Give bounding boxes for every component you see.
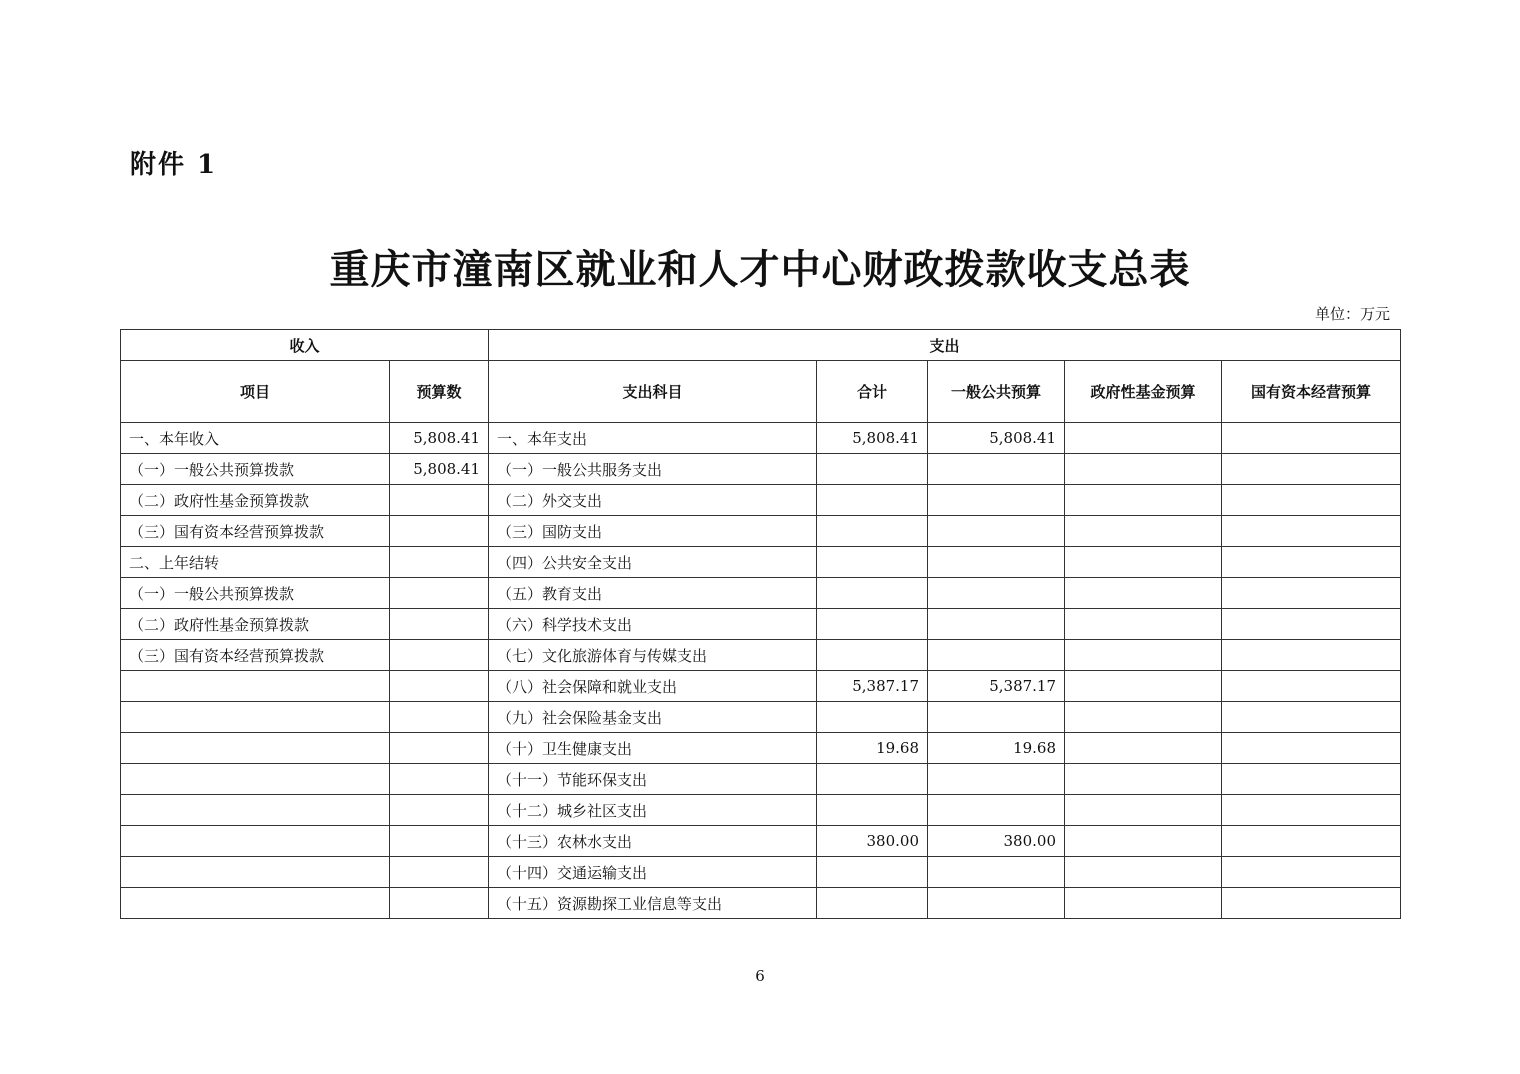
total-amount: 5,808.41 [817, 423, 928, 454]
general-amount [928, 516, 1065, 547]
state-amount [1222, 609, 1401, 640]
col-header-item: 项目 [121, 361, 390, 423]
state-amount [1222, 795, 1401, 826]
state-amount [1222, 857, 1401, 888]
exp-item: （四）公共安全支出 [489, 547, 817, 578]
exp-item: （十四）交通运输支出 [489, 857, 817, 888]
state-amount [1222, 423, 1401, 454]
general-amount: 380.00 [928, 826, 1065, 857]
table-row [121, 640, 1401, 671]
state-amount [1222, 826, 1401, 857]
unit-note: 单位：万元 [1314, 305, 1390, 323]
total-amount [817, 454, 928, 485]
income-group-header: 收入 [121, 330, 489, 361]
income-amount [390, 795, 489, 826]
income-amount [390, 857, 489, 888]
state-amount [1222, 733, 1401, 764]
table-row [121, 547, 1401, 578]
table-row [121, 609, 1401, 640]
exp-item: （十二）城乡社区支出 [489, 795, 817, 826]
general-amount [928, 795, 1065, 826]
state-amount [1222, 547, 1401, 578]
general-amount [928, 454, 1065, 485]
total-amount [817, 485, 928, 516]
income-amount [390, 485, 489, 516]
fund-amount [1065, 826, 1222, 857]
general-amount [928, 609, 1065, 640]
exp-item: （十五）资源勘探工业信息等支出 [489, 888, 817, 919]
general-amount [928, 857, 1065, 888]
table-row [121, 454, 1401, 485]
income-item: 一、本年收入 [121, 423, 390, 454]
income-amount [390, 671, 489, 702]
exp-item: （十三）农林水支出 [489, 826, 817, 857]
exp-item: （十一）节能环保支出 [489, 764, 817, 795]
general-amount [928, 702, 1065, 733]
table-row [121, 764, 1401, 795]
exp-item: （三）国防支出 [489, 516, 817, 547]
income-item: （二）政府性基金预算拨款 [121, 485, 390, 516]
table-row [121, 826, 1401, 857]
fund-amount [1065, 423, 1222, 454]
total-amount [817, 888, 928, 919]
general-amount: 5,808.41 [928, 423, 1065, 454]
group-header-row [121, 330, 1401, 361]
state-amount [1222, 578, 1401, 609]
state-amount [1222, 454, 1401, 485]
general-amount: 5,387.17 [928, 671, 1065, 702]
fund-amount [1065, 733, 1222, 764]
fund-amount [1065, 609, 1222, 640]
document-title: 重庆市潼南区就业和人才中心财政拨款收支总表 [329, 246, 1191, 293]
income-item [121, 671, 390, 702]
total-amount: 5,387.17 [817, 671, 928, 702]
total-amount: 19.68 [817, 733, 928, 764]
total-amount [817, 795, 928, 826]
total-amount [817, 764, 928, 795]
fund-amount [1065, 671, 1222, 702]
col-header-exp-item: 支出科目 [489, 361, 817, 423]
exp-item: （七）文化旅游体育与传媒支出 [489, 640, 817, 671]
income-amount [390, 826, 489, 857]
income-amount: 5,808.41 [390, 423, 489, 454]
table-row [121, 485, 1401, 516]
general-amount [928, 764, 1065, 795]
table-row [121, 702, 1401, 733]
income-item [121, 857, 390, 888]
exp-item: （十）卫生健康支出 [489, 733, 817, 764]
income-amount [390, 640, 489, 671]
col-header-total: 合计 [817, 361, 928, 423]
general-amount [928, 485, 1065, 516]
income-amount [390, 702, 489, 733]
income-amount: 5,808.41 [390, 454, 489, 485]
general-amount [928, 578, 1065, 609]
state-amount [1222, 888, 1401, 919]
budget-summary-table [120, 329, 1401, 919]
attachment-label: 附件 1 [130, 150, 218, 180]
state-amount [1222, 516, 1401, 547]
state-amount [1222, 702, 1401, 733]
total-amount: 380.00 [817, 826, 928, 857]
table-body [121, 423, 1401, 919]
total-amount [817, 578, 928, 609]
fund-amount [1065, 764, 1222, 795]
table-row [121, 516, 1401, 547]
income-item: （三）国有资本经营预算拨款 [121, 640, 390, 671]
exp-item: （六）科学技术支出 [489, 609, 817, 640]
total-amount [817, 547, 928, 578]
income-item: （一）一般公共预算拨款 [121, 454, 390, 485]
income-item [121, 733, 390, 764]
table-row [121, 578, 1401, 609]
table-row [121, 795, 1401, 826]
total-amount [817, 609, 928, 640]
total-amount [817, 640, 928, 671]
exp-item: （二）外交支出 [489, 485, 817, 516]
table-row [121, 857, 1401, 888]
table-row [121, 733, 1401, 764]
table-row [121, 671, 1401, 702]
income-item: （一）一般公共预算拨款 [121, 578, 390, 609]
exp-item: 一、本年支出 [489, 423, 817, 454]
total-amount [817, 516, 928, 547]
col-header-general: 一般公共预算 [928, 361, 1065, 423]
state-amount [1222, 764, 1401, 795]
fund-amount [1065, 485, 1222, 516]
income-amount [390, 578, 489, 609]
fund-amount [1065, 857, 1222, 888]
general-amount: 19.68 [928, 733, 1065, 764]
fund-amount [1065, 547, 1222, 578]
general-amount [928, 640, 1065, 671]
income-item [121, 795, 390, 826]
expenditure-group-header: 支出 [489, 330, 1401, 361]
income-amount [390, 888, 489, 919]
general-amount [928, 888, 1065, 919]
general-amount [928, 547, 1065, 578]
column-header-row [121, 361, 1401, 423]
income-item: （二）政府性基金预算拨款 [121, 609, 390, 640]
income-amount [390, 516, 489, 547]
income-amount [390, 733, 489, 764]
income-item: （三）国有资本经营预算拨款 [121, 516, 390, 547]
fund-amount [1065, 888, 1222, 919]
income-item [121, 888, 390, 919]
income-amount [390, 764, 489, 795]
col-header-budget: 预算数 [390, 361, 489, 423]
total-amount [817, 857, 928, 888]
total-amount [817, 702, 928, 733]
exp-item: （九）社会保险基金支出 [489, 702, 817, 733]
state-amount [1222, 640, 1401, 671]
table-row [121, 888, 1401, 919]
col-header-state: 国有资本经营预算 [1222, 361, 1401, 423]
fund-amount [1065, 640, 1222, 671]
col-header-fund: 政府性基金预算 [1065, 361, 1222, 423]
state-amount [1222, 485, 1401, 516]
income-item [121, 826, 390, 857]
income-item: 二、上年结转 [121, 547, 390, 578]
table-row [121, 423, 1401, 454]
fund-amount [1065, 578, 1222, 609]
exp-item: （五）教育支出 [489, 578, 817, 609]
fund-amount [1065, 516, 1222, 547]
state-amount [1222, 671, 1401, 702]
income-item [121, 764, 390, 795]
fund-amount [1065, 702, 1222, 733]
fund-amount [1065, 454, 1222, 485]
exp-item: （八）社会保障和就业支出 [489, 671, 817, 702]
income-item [121, 702, 390, 733]
fund-amount [1065, 795, 1222, 826]
exp-item: （一）一般公共服务支出 [489, 454, 817, 485]
page-number: 6 [755, 967, 765, 985]
income-amount [390, 609, 489, 640]
income-amount [390, 547, 489, 578]
